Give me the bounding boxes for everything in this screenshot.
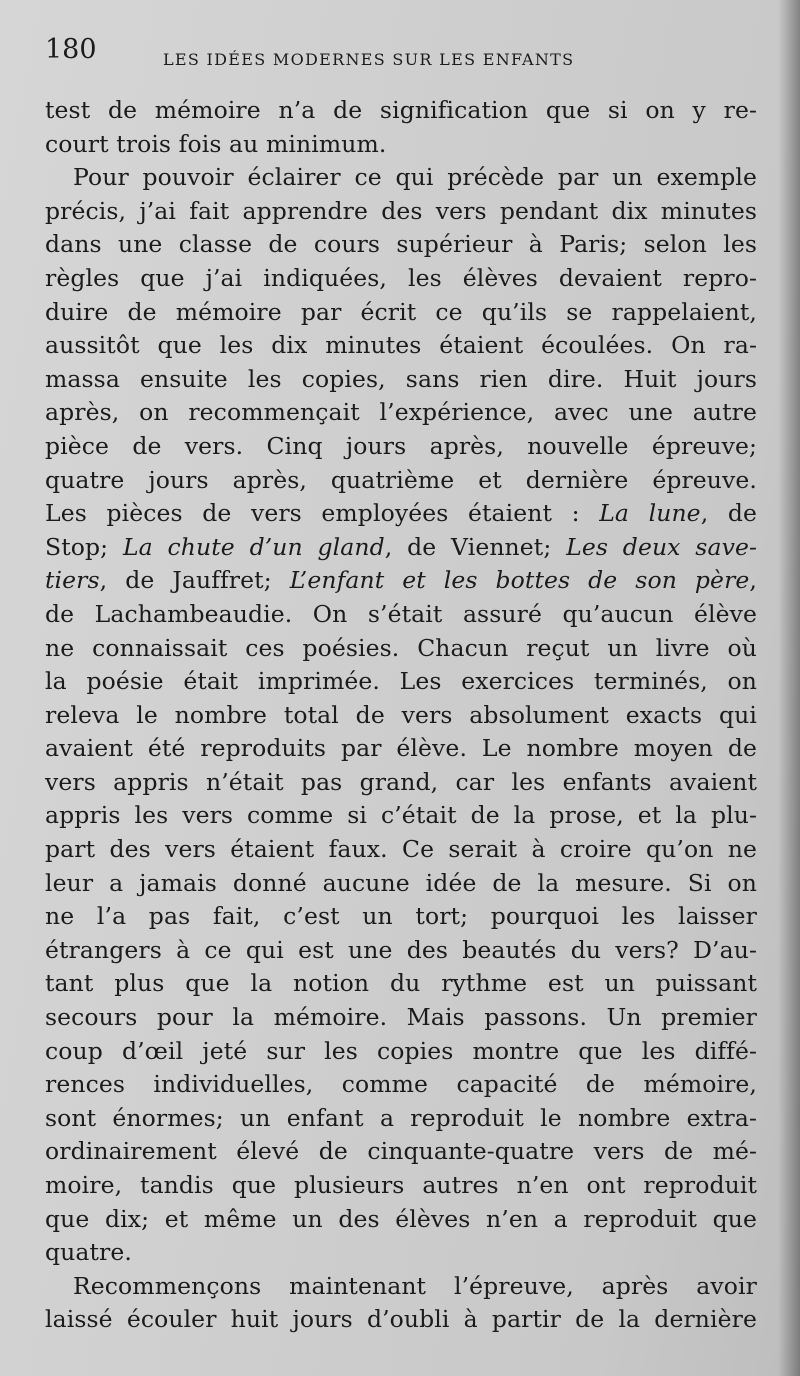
- text-segment: Stop;: [45, 532, 109, 561]
- text-line: pièce de vers. Cinq jours après, nouvelle épreuve;: [45, 431, 757, 460]
- text-line: massa ensuite les copies, sans rien dire. Huit jours: [45, 364, 757, 393]
- text-line: test de mémoire n’a de signification que si on y re-: [45, 96, 757, 124]
- text-line: [45, 564, 757, 598]
- text-line: règles que j’ai indiquées, les élèves devaient repro-: [45, 263, 757, 292]
- poem-title-la-chute-d-un-gland: La chute d’un gland: [122, 532, 385, 561]
- text-line: ne connaissait ces poésies. Chacun reçut un livre où: [45, 633, 757, 662]
- page-header: [45, 30, 695, 74]
- text-segment: , de Viennet;: [384, 532, 552, 561]
- poem-title-les-deux-savetiers-part1: Les deux save-: [566, 532, 758, 561]
- page-edge-shadow: [778, 0, 800, 1376]
- text-line: leur a jamais donné aucune idée de la mesure. Si on: [45, 868, 757, 897]
- text-line: duire de mémoire par écrit ce qu’ils se rappelaient,: [45, 297, 757, 326]
- poem-title-l-enfant-et-les-bottes: L’enfant et les bottes de son père: [289, 566, 750, 595]
- text-line: vers appris n’était pas grand, car les enfants avaient: [45, 767, 757, 796]
- text-line: quatre.: [45, 1238, 132, 1267]
- body-text: [45, 94, 757, 1337]
- text-line: rences individuelles, comme capacité de mémoire,: [45, 1070, 757, 1099]
- text-line: ne l’a pas fait, c’est un tort; pourquoi les laisser: [45, 902, 757, 931]
- text-segment: , de: [700, 499, 758, 528]
- text-line: coup d’œil jeté sur les copies montre que les diffé-: [45, 1036, 757, 1065]
- text-line: part des vers étaient faux. Ce serait à croire qu’on ne: [45, 835, 757, 864]
- text-line: de Lachambeaudie. On s’était assuré qu’aucun élève: [45, 599, 757, 628]
- text-line: après, on recommençait l’expérience, avec une autre: [45, 398, 757, 427]
- text-line: dans une classe de cours supérieur à Paris; selon les: [45, 230, 757, 259]
- text-line: [45, 531, 757, 565]
- text-line: sont énormes; un enfant a reproduit le nombre extra-: [45, 1103, 757, 1132]
- text-line: tant plus que la notion du rythme est un puissant: [45, 969, 757, 998]
- text-line: que dix; et même un des élèves n’en a reproduit que: [45, 1204, 757, 1233]
- text-line: releva le nombre total de vers absolument exacts qui: [45, 700, 757, 729]
- text-line: secours pour la mémoire. Mais passons. Un premier: [45, 1003, 757, 1032]
- text-line: laissé écouler huit jours d’oubli à partir de la dernière: [45, 1305, 757, 1334]
- text-line: ordinairement élevé de cinquante-quatre vers de mé-: [45, 1137, 757, 1166]
- text-line: aussitôt que les dix minutes étaient écoulées. On ra-: [45, 331, 757, 360]
- text-segment: Les pièces de vers employées étaient :: [45, 499, 580, 528]
- text-line: appris les vers comme si c’était de la prose, et la plu-: [45, 801, 757, 830]
- text-line: [45, 497, 757, 531]
- text-segment: ,: [749, 566, 757, 595]
- text-line: Pour pouvoir éclairer ce qui précède par un exemple: [73, 163, 757, 192]
- text-segment: , de Jauffret;: [99, 566, 272, 595]
- text-line: étrangers à ce qui est une des beautés du vers? D’au-: [45, 935, 757, 964]
- poem-title-les-deux-savetiers-part2: tiers: [45, 566, 100, 595]
- text-line: avaient été reproduits par élève. Le nombre moyen de: [45, 734, 757, 763]
- text-line: quatre jours après, quatrième et dernière épreuve.: [45, 465, 757, 494]
- text-line: moire, tandis que plusieurs autres n’en ont reproduit: [45, 1171, 757, 1199]
- text-line: la poésie était imprimée. Les exercices terminés, on: [45, 667, 757, 696]
- text-line: court trois fois au minimum.: [45, 129, 387, 158]
- poem-title-la-lune: La lune: [599, 499, 701, 528]
- page-number: 180: [45, 34, 97, 65]
- text-line: précis, j’ai fait apprendre des vers pendant dix minutes: [45, 196, 757, 225]
- text-line: Recommençons maintenant l’épreuve, après avoir: [73, 1271, 757, 1300]
- running-title: LES IDÉES MODERNES SUR LES ENFANTS: [163, 50, 575, 69]
